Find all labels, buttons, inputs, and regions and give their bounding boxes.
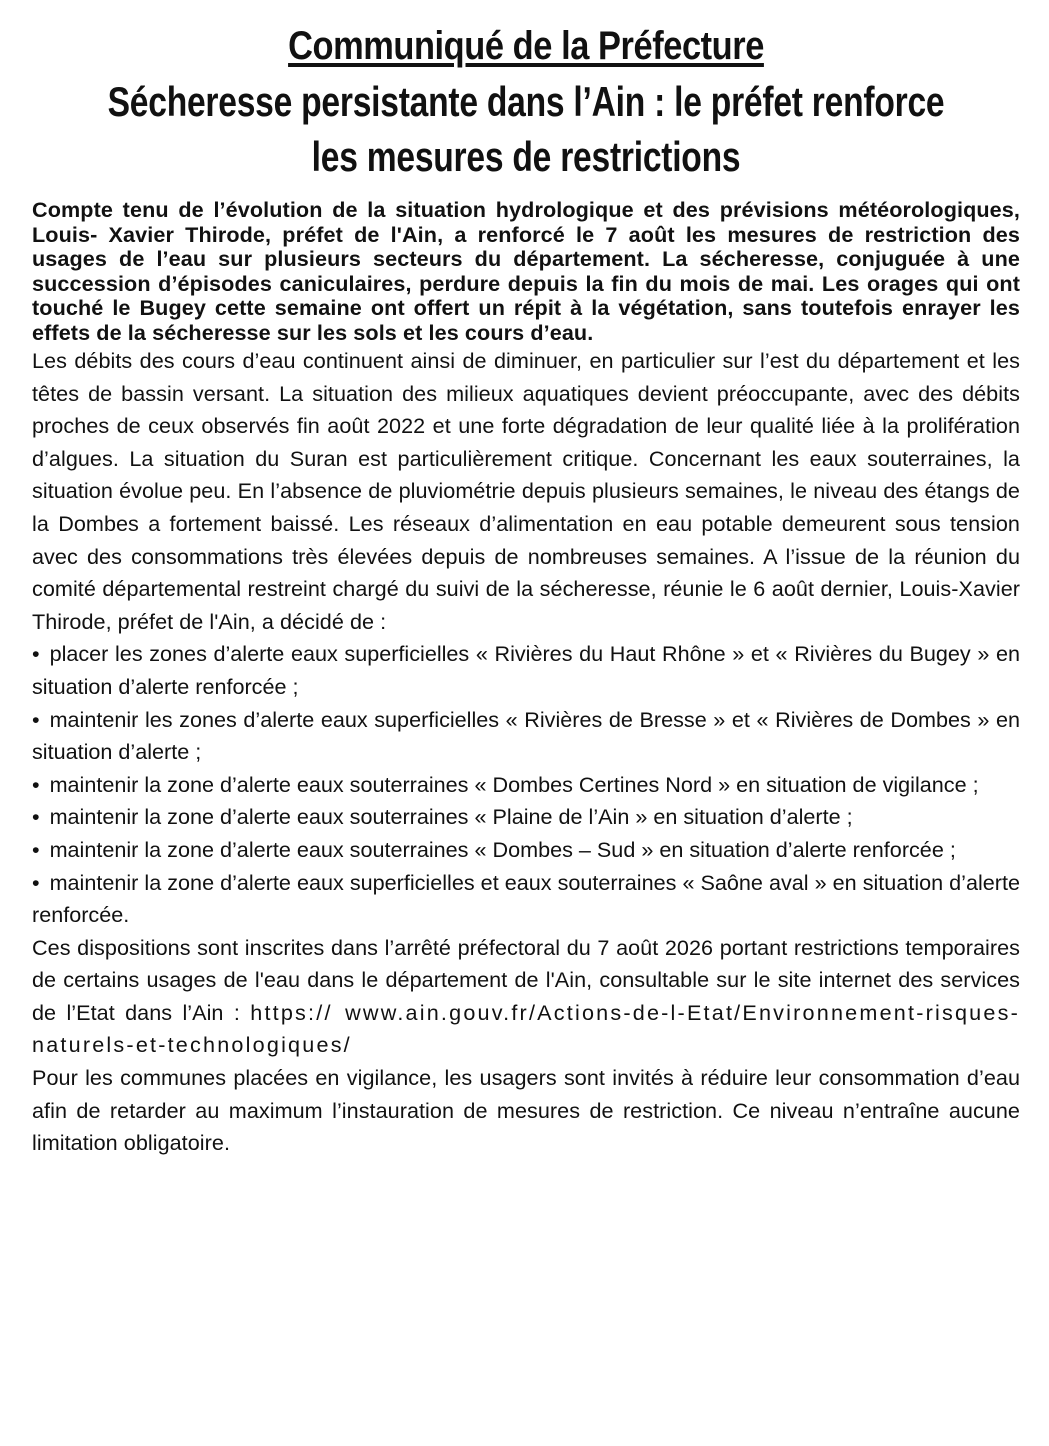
bullet-icon: • bbox=[32, 641, 40, 667]
press-release bbox=[32, 22, 1020, 1160]
bullet-icon: • bbox=[32, 706, 40, 732]
title-line-1: Sécheresse persistante dans l’Ain : le préfet renforce bbox=[107, 78, 945, 125]
bullet-icon: • bbox=[32, 836, 40, 862]
list-item-text: maintenir la zone d’alerte eaux superficielles et eaux souterraines « Saône aval » en situation d’alerte renforcée. bbox=[32, 869, 1020, 928]
list-item bbox=[32, 867, 1020, 932]
measures-list bbox=[32, 638, 1020, 931]
body-paragraph-3: Pour les communes placées en vigilance, les usagers sont invités à réduire leur consommation d’eau afin de retarder au maximum l’instauration de mesures de restriction. Ce niveau n’entraîne aucune limitation obligatoire. bbox=[32, 1065, 1020, 1156]
press-release-kicker: Communiqué de la Préfecture bbox=[288, 24, 764, 68]
bullet-icon: • bbox=[32, 869, 40, 895]
title-line-2: les mesures de restrictions bbox=[311, 133, 741, 180]
list-item-text: maintenir la zone d’alerte eaux souterraines « Dombes – Sud » en situation d’alerte renforcée ; bbox=[49, 836, 956, 862]
body-paragraph-1: Les débits des cours d’eau continuent ainsi de diminuer, en particulier sur l’est du département et les têtes de bassin versant. La situation des milieux aquatiques devient préoccupante, avec des débits proches de ceux observés fin août 2022 et une forte dégradation de leur qualité liée à la prolifération d’algues. La situation du Suran est particulièrement critique. Concernant les eaux souterraines, la situation évolue peu. En l’absence de pluviométrie depuis plusieurs semaines, le niveau des étangs de la Dombes a fortement baissé. Les réseaux d’alimentation en eau potable demeurent sous tension avec des consommations très élevées depuis de nombreuses semaines. A l’issue de la réunion du comité départemental restreint chargé du suivi de la sécheresse, réunie le 6 août dernier, Louis-Xavier Thirode, préfet de l'Ain, a décidé de : bbox=[32, 348, 1020, 634]
list-item-text: maintenir la zone d’alerte eaux souterraines « Dombes Certines Nord » en situation de vigilance ; bbox=[49, 771, 979, 797]
list-item-text: maintenir la zone d’alerte eaux souterraines « Plaine de l’Ain » en situation d’alerte ; bbox=[49, 804, 853, 830]
list-item bbox=[32, 704, 1020, 769]
bullet-icon: • bbox=[32, 804, 40, 830]
list-item bbox=[32, 834, 1020, 867]
list-item bbox=[32, 769, 1020, 802]
decree-url-link[interactable]: https:// www.ain.gouv.fr/Actions-de-l-Etat/Environnement-risques-naturels-et-technologiques/ bbox=[32, 999, 1020, 1058]
list-item-text: maintenir les zones d’alerte eaux superficielles « Rivières de Bresse » et « Rivières de Dombes » en situation d’alerte ; bbox=[32, 706, 1020, 765]
list-item bbox=[32, 638, 1020, 703]
list-item bbox=[32, 801, 1020, 834]
list-item-text: placer les zones d’alerte eaux superficielles « Rivières du Haut Rhône » et « Rivières du Bugey » en situation d’alerte renforcée ; bbox=[32, 641, 1020, 699]
page-title bbox=[83, 74, 969, 184]
bullet-icon: • bbox=[32, 771, 40, 797]
lead-paragraph: Compte tenu de l’évolution de la situation hydrologique et des prévisions météorologiques, Louis- Xavier Thirode, préfet de l'Ain, a renforcé le 7 août les mesures de restriction des usages de l’eau sur plusieurs secteurs du département. La sécheresse, conjuguée à une succession d’épisodes caniculaires, perdure depuis la fin du mois de mai. Les orages qui ont touché le Bugey cette semaine ont offert un répit à la végétation, sans toutefois enrayer les effets de la sécheresse sur les sols et les cours d’eau. bbox=[32, 197, 1020, 345]
decree-text: Ces dispositions sont inscrites dans l’arrêté préfectoral du 7 août 2026 portant restrictions temporaires de certains usages de l'eau dans le département de l'Ain, consultable sur le site internet des services de l’Etat dans l’Ain : bbox=[32, 934, 1020, 1025]
body-paragraph-2 bbox=[32, 932, 1020, 1062]
